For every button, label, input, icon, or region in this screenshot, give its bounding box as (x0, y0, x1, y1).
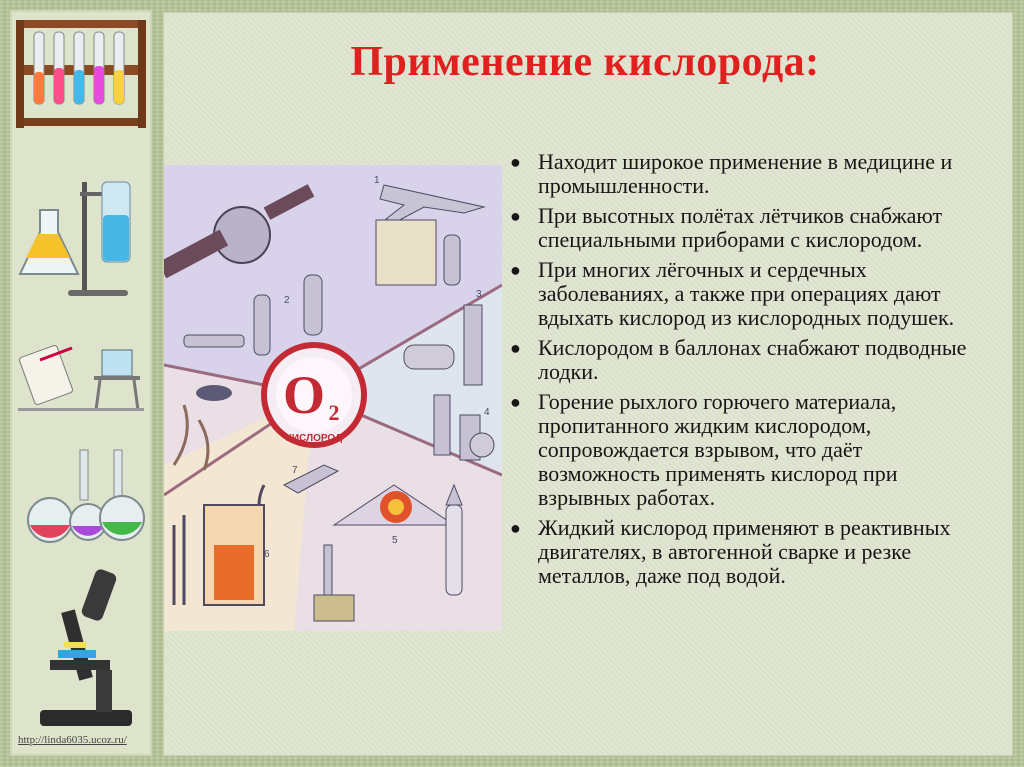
svg-text:4: 4 (484, 407, 490, 418)
lab-flask-stand-icon (20, 182, 130, 296)
source-link[interactable]: http://linda6035.ucoz.ru/ (18, 734, 127, 746)
list-item (508, 390, 988, 510)
bullet-icon: ● (510, 392, 521, 412)
bullet-text: Горение рыхлого горючего материала, пропитанного жидким кислородом, сопровождается взрывом, что даёт возможность применять кислород при взрывных работах. (538, 389, 898, 510)
slide-title: Применение кислорода: (350, 39, 820, 85)
list-item (508, 336, 988, 384)
list-item (508, 150, 988, 198)
decorative-sidebar (10, 10, 152, 756)
svg-text:5: 5 (392, 535, 398, 546)
bullet-icon: ● (510, 338, 521, 358)
bullet-text: При многих лёгочных и сердечных заболеваниях, а также при операциях дают вдыхать кислород из кислородных подушек. (538, 257, 955, 330)
bullet-text: Находит широкое применение в медицине и промышленности. (538, 149, 953, 198)
sidebar-illustrations (10, 10, 152, 756)
oxygen-uses-illustration (164, 165, 502, 631)
svg-text:7: 7 (292, 465, 298, 476)
bullet-text: Жидкий кислород применяют в реактивных двигателях, в автогенной сварке и резке металлов, даже под водой. (538, 515, 951, 588)
list-item (508, 204, 988, 252)
bullet-icon: ● (510, 152, 521, 172)
svg-text:2: 2 (284, 295, 290, 306)
microscope-icon (40, 568, 132, 726)
bullet-icon: ● (510, 518, 521, 538)
retort-flasks-icon (28, 450, 144, 542)
oxygen-formula-letter: O (282, 365, 326, 425)
oxygen-emblem (264, 345, 364, 445)
list-item (508, 258, 988, 330)
bullet-icon: ● (510, 260, 521, 280)
bullet-icon: ● (510, 206, 521, 226)
oxygen-emblem-caption: КИСЛОРОД (285, 433, 343, 444)
bullet-text: Кислородом в баллонах снабжают подводные лодки. (538, 335, 967, 384)
bullet-text: При высотных полётах лётчиков снабжают специальными приборами с кислородом. (538, 203, 943, 252)
oxygen-formula-subscript: 2 (328, 400, 340, 425)
svg-text:1: 1 (374, 175, 380, 186)
uses-bullet-list (508, 150, 988, 594)
svg-text:6: 6 (264, 549, 270, 560)
burner-notebook-icon (18, 345, 144, 411)
test-tube-rack-icon (16, 20, 146, 128)
list-item (508, 516, 988, 588)
svg-text:3: 3 (476, 289, 482, 300)
